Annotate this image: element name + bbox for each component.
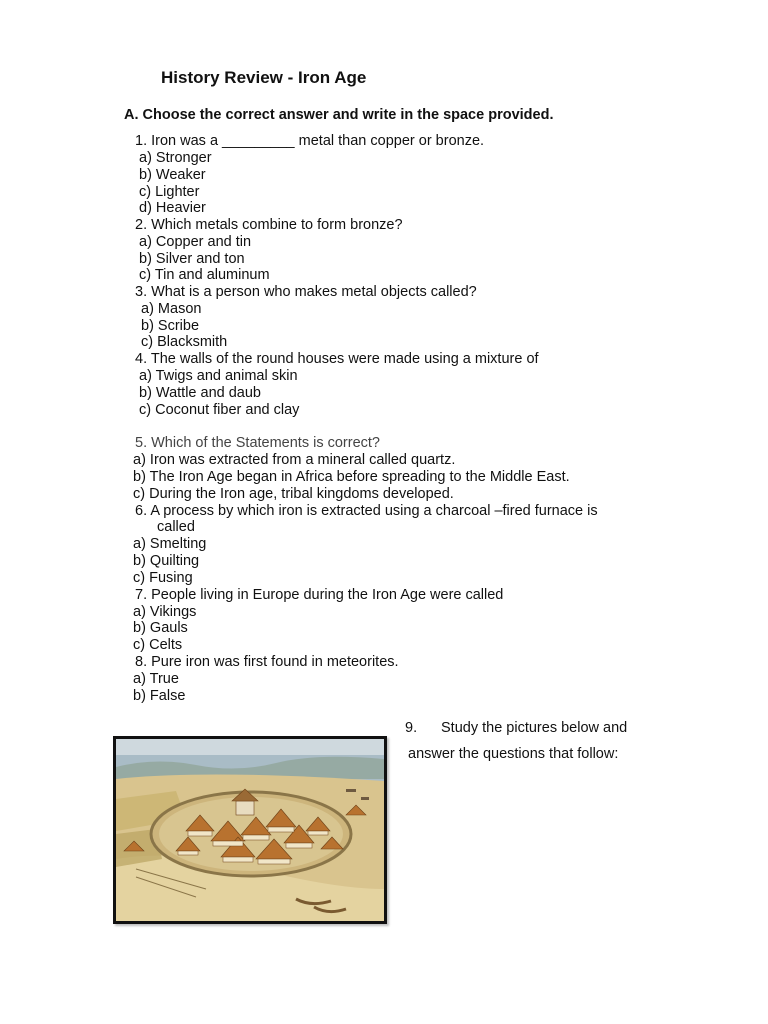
iron-age-village-image xyxy=(113,736,387,924)
question-3b: b) Scribe xyxy=(141,318,200,334)
question-1: 1. Iron was a _________ metal than copper or bronze. xyxy=(135,133,485,149)
question-2b: b) Silver and ton xyxy=(139,251,245,267)
question-2: 2. Which metals combine to form bronze? xyxy=(135,217,403,233)
question-6b: b) Quilting xyxy=(133,553,200,569)
question-6c: c) Fusing xyxy=(133,570,193,586)
question-7b: b) Gauls xyxy=(133,620,188,636)
question-9-text-continued: answer the questions that follow: xyxy=(408,746,619,762)
question-8a: a) True xyxy=(133,671,179,687)
page-title: History Review - Iron Age xyxy=(161,68,367,87)
question-3: 3. What is a person who makes metal objects called? xyxy=(135,284,477,300)
question-4b: b) Wattle and daub xyxy=(139,385,261,401)
question-3a: a) Mason xyxy=(141,301,202,317)
question-1d: d) Heavier xyxy=(139,200,206,216)
question-5: 5. Which of the Statements is correct? xyxy=(135,435,380,451)
question-1a: a) Stronger xyxy=(139,150,212,166)
question-3c: c) Blacksmith xyxy=(141,334,228,350)
question-6a: a) Smelting xyxy=(133,536,207,552)
question-4c: c) Coconut fiber and clay xyxy=(139,402,300,418)
question-2c: c) Tin and aluminum xyxy=(139,267,270,283)
question-5b: b) The Iron Age began in Africa before spreading to the Middle East. xyxy=(133,469,570,485)
question-1b: b) Weaker xyxy=(139,167,206,183)
question-8: 8. Pure iron was first found in meteorites. xyxy=(135,654,399,670)
question-9-number: 9. xyxy=(405,720,418,736)
question-7a: a) Vikings xyxy=(133,604,197,620)
section-heading: A. Choose the correct answer and write in the space provided. xyxy=(124,107,554,123)
question-9-text: Study the pictures below and xyxy=(441,720,628,736)
question-4: 4. The walls of the round houses were made using a mixture of xyxy=(135,351,539,367)
question-7c: c) Celts xyxy=(133,637,183,653)
answer-option-q6cont: called xyxy=(157,519,195,535)
question-8b: b) False xyxy=(133,688,186,704)
question-4a: a) Twigs and animal skin xyxy=(139,368,298,384)
question-2a: a) Copper and tin xyxy=(139,234,252,250)
question-5a: a) Iron was extracted from a mineral called quartz. xyxy=(133,452,456,468)
question-5c: c) During the Iron age, tribal kingdoms developed. xyxy=(133,486,454,502)
question-6: 6. A process by which iron is extracted using a charcoal –fired furnace is xyxy=(135,503,598,519)
question-7: 7. People living in Europe during the Iron Age were called xyxy=(135,587,504,603)
question-1c: c) Lighter xyxy=(139,184,200,200)
